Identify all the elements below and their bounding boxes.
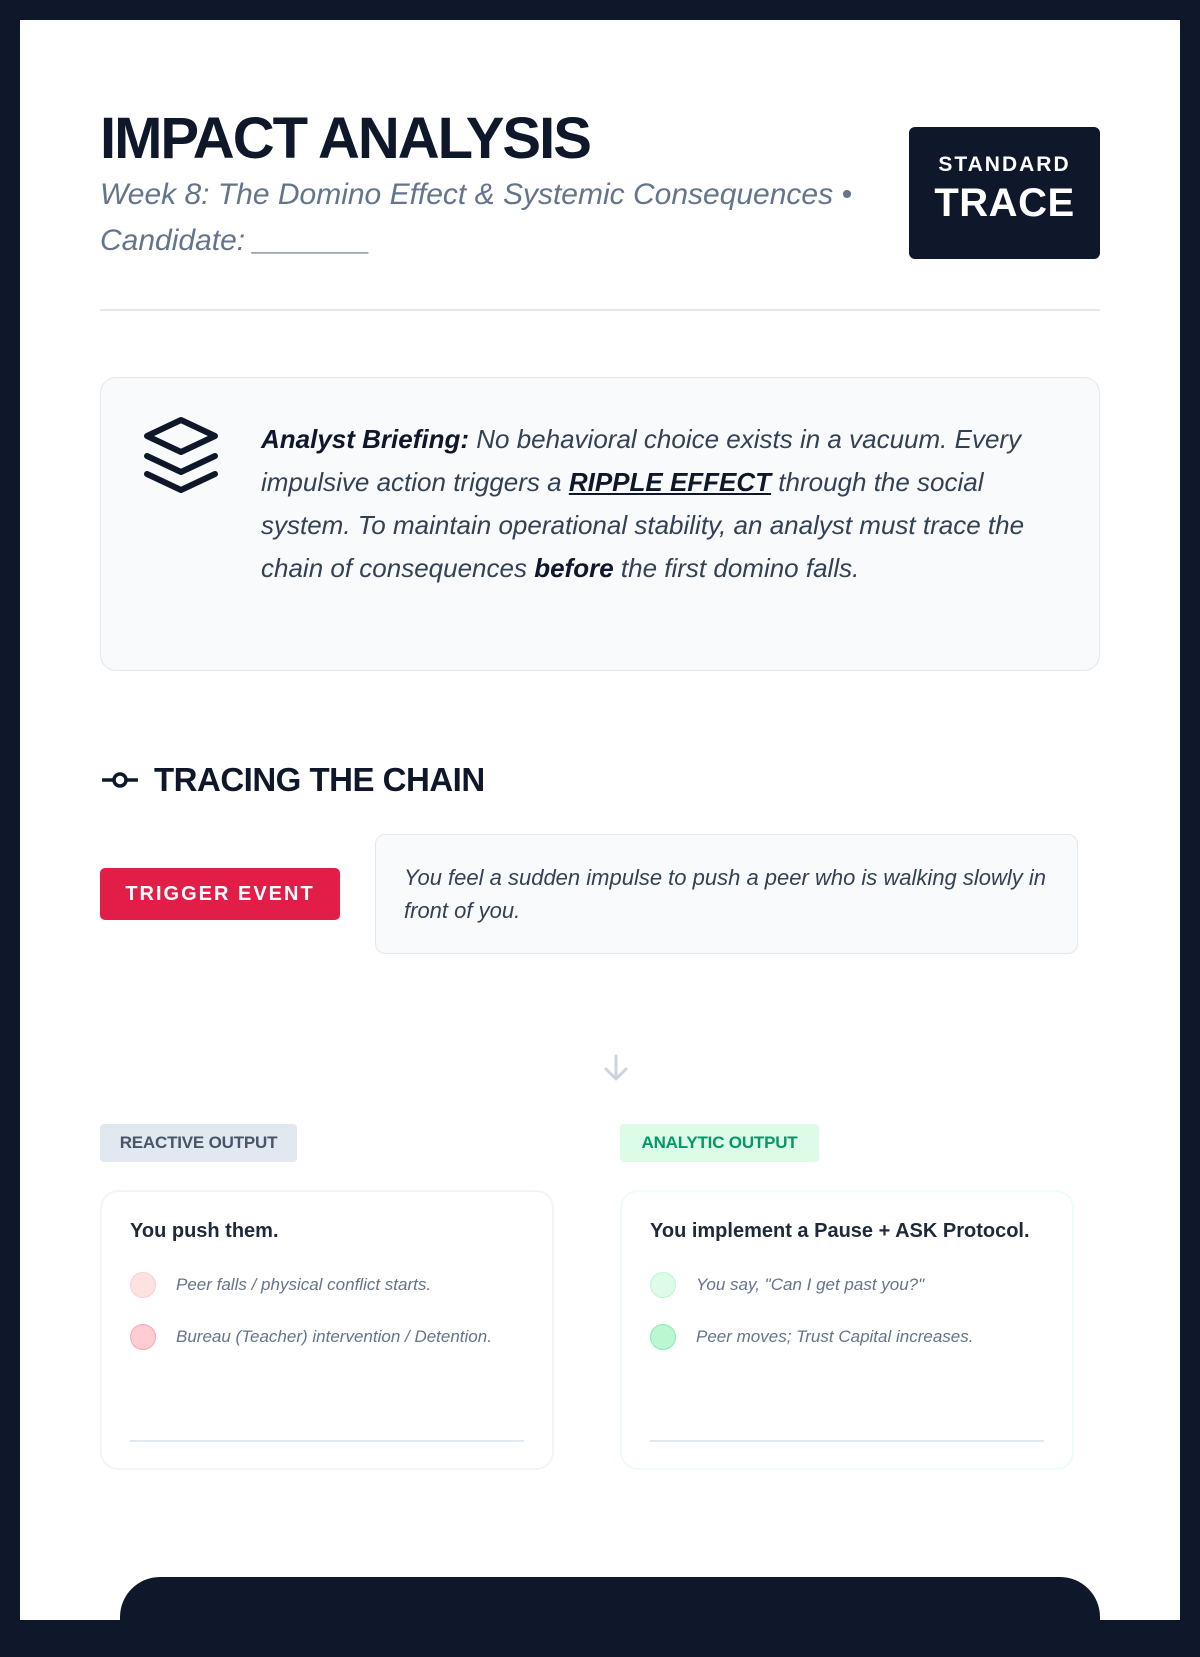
reactive-output-title: You push them.: [130, 1220, 279, 1242]
layers-icon: [143, 416, 219, 496]
footer-panel: [120, 1577, 1100, 1657]
page-subtitle: Week 8: The Domino Effect & Systemic Consequences • Candidate: _______: [100, 178, 852, 257]
standard-badge: [909, 127, 1100, 259]
answer-line: [130, 1440, 524, 1442]
consequence-dot: [130, 1272, 156, 1298]
analytic-output-tag: ANALYTIC OUTPUT: [620, 1124, 819, 1162]
briefing-text-part-3: the first domino falls.: [613, 553, 860, 583]
reactive-output-tag: REACTIVE OUTPUT: [100, 1124, 297, 1162]
analytic-output-card: [620, 1190, 1074, 1470]
analyst-briefing-box: [100, 377, 1100, 671]
worksheet-page: [20, 20, 1180, 1620]
badge-label: STANDARD: [938, 153, 1071, 176]
header-divider: [100, 309, 1100, 311]
trigger-event-label: TRIGGER EVENT: [100, 868, 340, 920]
consequence-dot: [130, 1324, 156, 1350]
briefing-emphasis: before: [534, 553, 614, 583]
page-title: IMPACT ANALYSIS: [100, 106, 590, 171]
briefing-text-part-1: No behavioral choice exists in a vacuum. Every impulsive action triggers a: [261, 424, 1022, 497]
ripple-effect-term: RIPPLE EFFECT: [568, 467, 772, 497]
section-heading: [102, 758, 485, 802]
reactive-step-text: Peer falls / physical conflict starts.: [176, 1275, 432, 1294]
analytic-output-title: You implement a Pause + ASK Protocol.: [650, 1220, 1030, 1242]
section-title: TRACING THE CHAIN: [154, 761, 485, 798]
briefing-text-part-2: through the social system. To maintain operational stability, an analyst must trace the chain of consequences: [261, 467, 1025, 583]
analytic-step-1: [650, 1272, 924, 1298]
outcome-dot: [650, 1324, 676, 1350]
outcome-dot: [650, 1272, 676, 1298]
analytic-step-text: You say, "Can I get past you?": [696, 1275, 925, 1294]
analytic-step-2: [650, 1324, 973, 1350]
reactive-output-card: [100, 1190, 554, 1470]
reactive-step-2: [130, 1324, 492, 1350]
trigger-event-description: You feel a sudden impulse to push a peer who is walking slowly in front of you.: [375, 834, 1078, 954]
briefing-text: [261, 418, 1051, 590]
reactive-step-1: [130, 1272, 431, 1298]
arrow-down-icon: [598, 1050, 634, 1086]
analytic-step-text: Peer moves; Trust Capital increases.: [696, 1327, 974, 1346]
briefing-label: Analyst Briefing:: [261, 424, 470, 454]
commit-icon: [102, 770, 138, 790]
badge-value: TRACE: [934, 181, 1075, 225]
reactive-step-text: Bureau (Teacher) intervention / Detention.: [176, 1327, 492, 1346]
answer-line: [650, 1440, 1044, 1442]
